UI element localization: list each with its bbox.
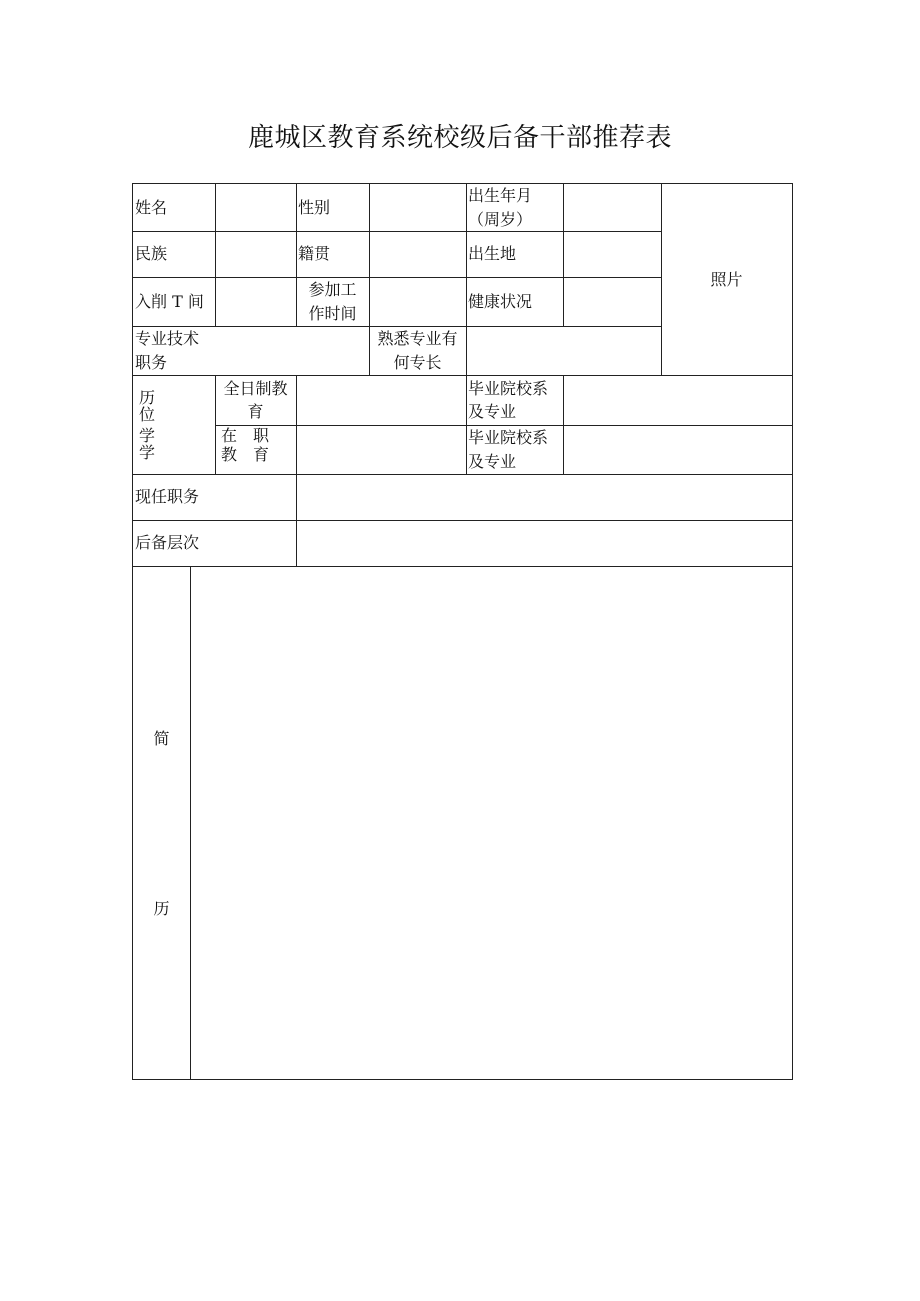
- gender-field[interactable]: [370, 185, 465, 230]
- education-label-1: 历: [139, 388, 156, 407]
- birth-date-label: 出生年月: [468, 186, 533, 205]
- work-start-field[interactable]: [370, 278, 465, 325]
- health-label: 健康状况: [468, 292, 533, 311]
- resume-label-1: 简: [153, 729, 170, 748]
- fulltime-edu-field[interactable]: [297, 376, 562, 424]
- current-position-field[interactable]: [297, 475, 791, 519]
- resume-field[interactable]: [191, 567, 791, 1079]
- birthplace-label: 出生地: [468, 244, 517, 263]
- name-label: 姓名: [135, 198, 168, 217]
- specialty-label: 熟悉专业有: [377, 329, 458, 348]
- birth-date-field[interactable]: [564, 185, 660, 230]
- inservice-school-field[interactable]: [564, 426, 791, 473]
- birthplace-field[interactable]: [564, 232, 660, 276]
- page-title: 鹿城区教育系统校级后备干部推荐表: [247, 123, 672, 153]
- native-place-field[interactable]: [370, 232, 465, 276]
- party-join-label: 入削 T 间: [135, 292, 204, 311]
- recommendation-form: [132, 183, 793, 1080]
- work-start-label: 参加工: [308, 280, 357, 299]
- gender-label: 性别: [298, 198, 331, 217]
- ethnicity-field[interactable]: [216, 232, 295, 276]
- inservice-school-label: 毕业院校系: [468, 428, 549, 447]
- education-label-3: 学: [139, 426, 156, 445]
- specialty-label-2: 何专长: [393, 353, 442, 372]
- resume-label-2: 历: [153, 899, 170, 918]
- fulltime-school-label-2: 及专业: [468, 402, 517, 421]
- inservice-school-label-2: 及专业: [468, 452, 517, 471]
- fulltime-school-field[interactable]: [564, 376, 791, 424]
- specialty-field[interactable]: [467, 327, 660, 374]
- health-field[interactable]: [564, 278, 660, 325]
- inservice-edu-field[interactable]: [297, 426, 562, 473]
- photo-box[interactable]: [662, 185, 791, 374]
- fulltime-edu-label-2: 育: [247, 402, 264, 421]
- reserve-level-field[interactable]: [297, 521, 791, 565]
- tech-title-label-2: 职务: [135, 353, 168, 372]
- inservice-edu-label-2: 教 育: [221, 445, 270, 464]
- name-field[interactable]: [216, 185, 295, 230]
- work-start-label-2: 作时间: [308, 304, 357, 323]
- reserve-level-label: 后备层次: [135, 533, 200, 552]
- ethnicity-label: 民族: [135, 244, 168, 263]
- education-label-4: 学: [139, 443, 156, 462]
- fulltime-edu-label: 全日制教: [223, 379, 288, 398]
- party-join-field[interactable]: [216, 278, 295, 325]
- photo-label: 照片: [710, 270, 743, 289]
- birth-age-label: （周岁）: [468, 210, 533, 229]
- tech-title-field[interactable]: [216, 327, 368, 374]
- inservice-edu-label: 在 职: [221, 426, 270, 445]
- fulltime-school-label: 毕业院校系: [468, 379, 549, 398]
- current-position-label: 现任职务: [135, 487, 200, 506]
- native-place-label: 籍贯: [298, 244, 331, 263]
- tech-title-label: 专业技术: [135, 329, 200, 348]
- education-label-2: 位: [139, 405, 156, 424]
